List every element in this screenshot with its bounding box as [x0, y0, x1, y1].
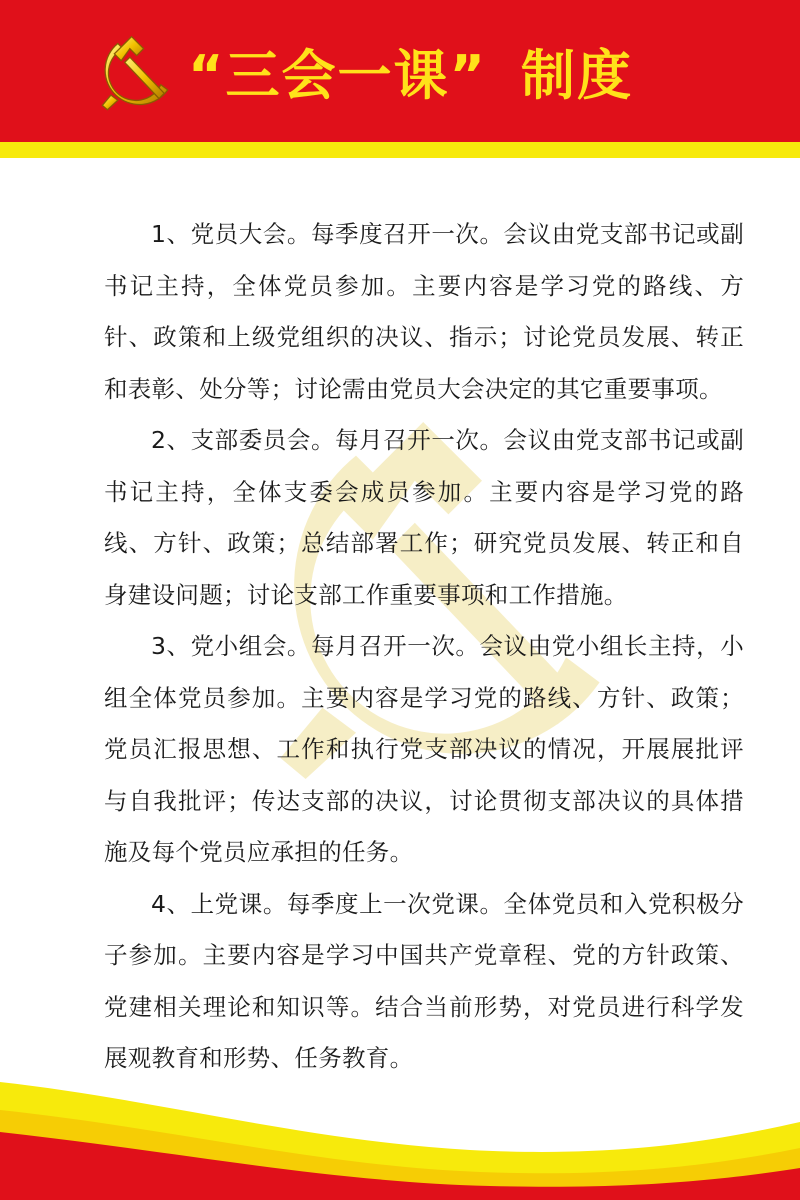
paragraph-branch-committee: 2、支部委员会。每月召开一次。会议由党支部书记或副书记主持，全体支委会成员参加。主要内容是学习党的路线、方针、政策；总结部署工作；研究党员发展、转正和自身建设问题；讨论支部工作重要事项和工作措施。 [104, 426, 744, 609]
rules-content [104, 209, 744, 1085]
footer-wave [0, 1070, 800, 1200]
paragraph-party-group-meeting: 3、党小组会。每月召开一次。会议由党小组长主持，小组全体党员参加。主要内容是学习党的路线、方针、政策；党员汇报思想、工作和执行党支部决议的情况，开展展批评与自我批评；传达支部的决议，讨论贯彻支部决议的具体措施及每个党员应承担的任务。 [104, 632, 744, 866]
page-title-quoted: “三会一课” [188, 44, 487, 107]
paragraph-party-member-meeting: 1、党员大会。每季度召开一次。会议由党支部书记或副书记主持，全体党员参加。主要内容是学习党的路线、方针、政策和上级党组织的决议、指示；讨论党员发展、转正和表彰、处分等；讨论需由党员大会决定的其它重要事项。 [104, 220, 744, 403]
page-title-suffix: 制度 [520, 44, 633, 107]
header-yellow-stripe [0, 142, 800, 158]
paragraph-party-lecture: 4、上党课。每季度上一次党课。全体党员和入党积极分子参加。主要内容是学习中国共产党章程、党的方针政策、党建相关理论和知识等。结合当前形势，对党员进行科学发展观教育和形势、任务教育。 [104, 889, 744, 1072]
hammer-and-sickle-icon [92, 28, 178, 114]
page-title [188, 38, 667, 114]
